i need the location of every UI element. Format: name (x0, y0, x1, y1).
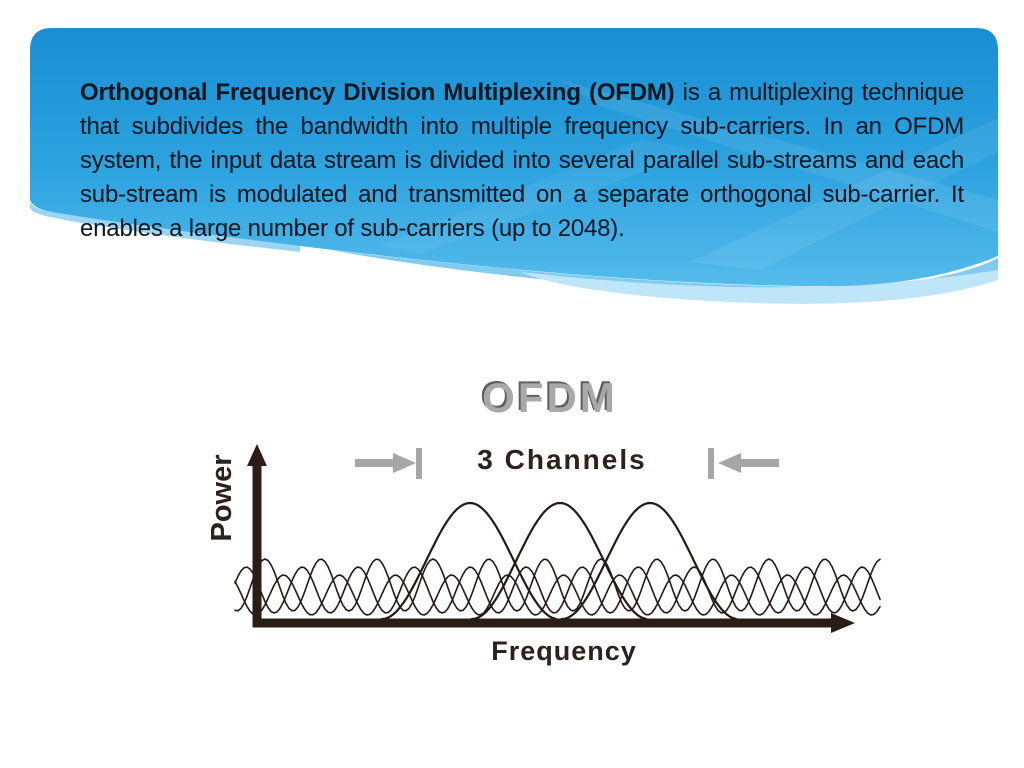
channels-annotation: 3 Channels (477, 444, 647, 475)
right-arrow-shaft (741, 459, 779, 467)
y-axis-arrow-icon (247, 444, 267, 466)
right-arrow-head-icon (718, 453, 741, 473)
right-span-bar (708, 448, 714, 479)
y-axis-label: Power (206, 454, 238, 542)
subcarrier-curves (235, 503, 880, 619)
spectrum-curve (235, 559, 880, 611)
left-span-bar (416, 448, 422, 479)
paragraph-lead-bold: Orthogonal Frequency Division Multiplexing (OFDM) (80, 79, 675, 106)
channels-span-markers (355, 448, 779, 479)
paragraph-body: is a multiplexing technique that subdivides the bandwidth into multiple frequency sub-carriers. In an OFDM system, the input data stream is divided into several parallel sub-streams and each sub-stream is modulated and transmitted on a separate orthogonal sub-carrier. It enables a large number of sub-carriers (up to 2048). (80, 79, 964, 242)
diagram-title: OFDM (482, 374, 618, 421)
x-axis-label: Frequency (491, 636, 637, 666)
ofdm-spectrum-plot (195, 370, 895, 675)
left-arrow-head-icon (393, 453, 416, 473)
left-arrow-shaft (355, 459, 393, 467)
ofdm-definition-paragraph (80, 76, 964, 246)
x-axis-arrow-icon (831, 613, 855, 633)
